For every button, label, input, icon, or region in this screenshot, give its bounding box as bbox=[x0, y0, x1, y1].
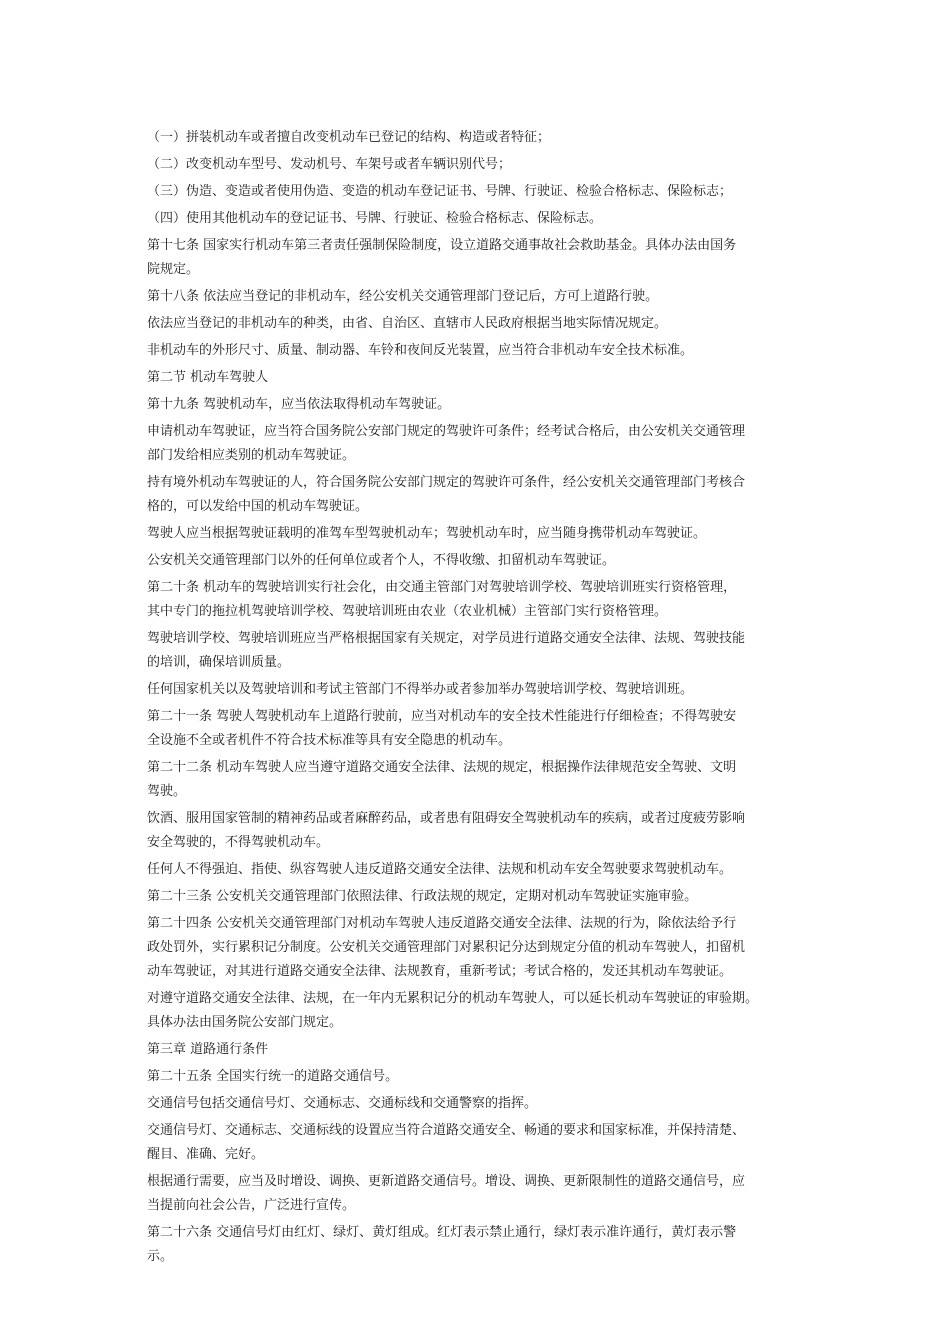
paragraph-line: 第十九条 驾驶机动车，应当依法取得机动车驾驶证。 bbox=[147, 397, 451, 412]
paragraph-line: （二）改变机动车型号、发动机号、车架号或者车辆识别代号； bbox=[147, 157, 512, 172]
paragraph-line: （一）拼装机动车或者擅自改变机动车已登记的结构、构造或者特征； bbox=[147, 130, 551, 145]
paragraph-line: 驾驶培训学校、驾驶培训班应当严格根据国家有关规定，对学员进行道路交通安全法律、法规、驾驶技能 bbox=[147, 631, 746, 646]
paragraph-line: 依法应当登记的非机动车的种类，由省、自治区、直辖市人民政府根据当地实际情况规定。 bbox=[147, 316, 668, 331]
paragraph-line: 任何国家机关以及驾驶培训和考试主管部门不得举办或者参加举办驾驶培训学校、驾驶培训班。 bbox=[147, 682, 694, 697]
paragraph-line: 部门发给相应类别的机动车驾驶证。 bbox=[147, 448, 356, 463]
paragraph-line: 第二十一条 驾驶人驾驶机动车上道路行驶前，应当对机动车的安全技术性能进行仔细检查；不得驾驶安 bbox=[147, 709, 737, 724]
document-paragraph bbox=[147, 180, 827, 204]
paragraph-line: 交通信号包括交通信号灯、交通标志、交通标线和交通警察的指挥。 bbox=[147, 1096, 538, 1111]
document-paragraph bbox=[147, 420, 827, 468]
paragraph-line: 第二十三条 公安机关交通管理部门依照法律、行政法规的规定，定期对机动车驾驶证实施审验。 bbox=[147, 889, 698, 904]
paragraph-line: 当提前向社会公告，广泛进行宣传。 bbox=[147, 1198, 356, 1213]
paragraph-line: 交通信号灯、交通标志、交通标线的设置应当符合道路交通安全、畅通的要求和国家标准，并保持清楚、 bbox=[147, 1123, 746, 1138]
document-paragraph bbox=[147, 1092, 827, 1116]
paragraph-line: 院规定。 bbox=[147, 262, 200, 277]
document-paragraph bbox=[147, 153, 827, 177]
paragraph-line: 第二十六条 交通信号灯由红灯、绿灯、黄灯组成。红灯表示禁止通行，绿灯表示准许通行，黄灯表示警 bbox=[147, 1225, 737, 1240]
paragraph-line: 第二节 机动车驾驶人 bbox=[147, 370, 269, 385]
document-paragraph bbox=[147, 912, 827, 984]
paragraph-line: 第十七条 国家实行机动车第三者责任强制保险制度，设立道路交通事故社会救助基金。具体办法由国务 bbox=[147, 238, 737, 253]
document-paragraph bbox=[147, 1170, 827, 1218]
document-paragraph bbox=[147, 207, 827, 231]
paragraph-line: 第二十二条 机动车驾驶人应当遵守道路交通安全法律、法规的规定，根据操作法律规范安全驾驶、文明 bbox=[147, 760, 737, 775]
paragraph-line: 根据通行需要，应当及时增设、调换、更新道路交通信号。增设、调换、更新限制性的道路交通信号，应 bbox=[147, 1174, 746, 1189]
document-paragraph bbox=[147, 393, 827, 417]
paragraph-line: 任何人不得强迫、指使、纵容驾驶人违反道路交通安全法律、法规和机动车安全驾驶要求驾驶机动车。 bbox=[147, 862, 733, 877]
paragraph-line: 第二十条 机动车的驾驶培训实行社会化，由交通主管部门对驾驶培训学校、驾驶培训班实行资格管理， bbox=[147, 580, 737, 595]
document-paragraph bbox=[147, 285, 827, 309]
paragraph-line: 非机动车的外形尺寸、质量、制动器、车铃和夜间反光装置，应当符合非机动车安全技术标准。 bbox=[147, 343, 694, 358]
paragraph-line: 驾驶人应当根据驾驶证载明的准驾车型驾驶机动车；驾驶机动车时，应当随身携带机动车驾驶证。 bbox=[147, 526, 707, 541]
paragraph-line: 驾驶。 bbox=[147, 784, 187, 799]
document-paragraph bbox=[147, 549, 827, 573]
document-paragraph bbox=[147, 705, 827, 753]
document-paragraph bbox=[147, 576, 827, 624]
document-paragraph bbox=[147, 1038, 827, 1062]
paragraph-line: 第二十五条 全国实行统一的道路交通信号。 bbox=[147, 1069, 399, 1084]
document-paragraph bbox=[147, 678, 827, 702]
document-paragraph bbox=[147, 234, 827, 282]
document-paragraph bbox=[147, 1065, 827, 1089]
paragraph-line: 安全驾驶的，不得驾驶机动车。 bbox=[147, 835, 330, 850]
paragraph-line: 全设施不全或者机件不符合技术标准等具有安全隐患的机动车。 bbox=[147, 733, 512, 748]
document-paragraph bbox=[147, 471, 827, 519]
document-paragraph bbox=[147, 807, 827, 855]
paragraph-line: 醒目、准确、完好。 bbox=[147, 1147, 265, 1162]
paragraph-line: 公安机关交通管理部门以外的任何单位或者个人，不得收缴、扣留机动车驾驶证。 bbox=[147, 553, 616, 568]
paragraph-line: 申请机动车驾驶证，应当符合国务院公安部门规定的驾驶许可条件；经考试合格后，由公安机关交通管理 bbox=[147, 424, 746, 439]
document-paragraph bbox=[147, 756, 827, 804]
paragraph-line: 动车驾驶证，对其进行道路交通安全法律、法规教育，重新考试；考试合格的，发还其机动车驾驶证。 bbox=[147, 964, 733, 979]
paragraph-line: 的培训，确保培训质量。 bbox=[147, 655, 291, 670]
paragraph-line: 政处罚外，实行累积记分制度。公安机关交通管理部门对累积记分达到规定分值的机动车驾驶人，扣留机 bbox=[147, 940, 746, 955]
document-paragraph bbox=[147, 1119, 827, 1167]
paragraph-line: 对遵守道路交通安全法律、法规，在一年内无累积记分的机动车驾驶人，可以延长机动车驾驶证的审验期。 bbox=[147, 991, 759, 1006]
paragraph-line: 格的，可以发给中国的机动车驾驶证。 bbox=[147, 499, 369, 514]
document-paragraph bbox=[147, 627, 827, 675]
paragraph-line: 第十八条 依法应当登记的非机动车，经公安机关交通管理部门登记后，方可上道路行驶。 bbox=[147, 289, 659, 304]
document-paragraph bbox=[147, 885, 827, 909]
document-paragraph bbox=[147, 366, 827, 390]
document-paragraph bbox=[147, 312, 827, 336]
document-paragraph bbox=[147, 987, 827, 1035]
paragraph-line: 示。 bbox=[147, 1249, 174, 1264]
paragraph-line: 其中专门的拖拉机驾驶培训学校、驾驶培训班由农业（农业机械）主管部门实行资格管理。 bbox=[147, 604, 668, 619]
paragraph-line: 饮酒、服用国家管制的精神药品或者麻醉药品，或者患有阻碍安全驾驶机动车的疾病，或者过度疲劳影响 bbox=[147, 811, 746, 826]
paragraph-line: 具体办法由国务院公安部门规定。 bbox=[147, 1015, 343, 1030]
paragraph-line: 第三章 道路通行条件 bbox=[147, 1042, 269, 1057]
document-paragraph bbox=[147, 1221, 827, 1269]
document-paragraph bbox=[147, 522, 827, 546]
document-body bbox=[147, 126, 827, 1272]
document-paragraph bbox=[147, 339, 827, 363]
document-paragraph bbox=[147, 858, 827, 882]
document-paragraph bbox=[147, 126, 827, 150]
paragraph-line: （四）使用其他机动车的登记证书、号牌、行驶证、检验合格标志、保险标志。 bbox=[147, 211, 603, 226]
paragraph-line: 第二十四条 公安机关交通管理部门对机动车驾驶人违反道路交通安全法律、法规的行为，除依法给予行 bbox=[147, 916, 737, 931]
paragraph-line: （三）伪造、变造或者使用伪造、变造的机动车登记证书、号牌、行驶证、检验合格标志、保险标志； bbox=[147, 184, 733, 199]
paragraph-line: 持有境外机动车驾驶证的人，符合国务院公安部门规定的驾驶许可条件，经公安机关交通管理部门考核合 bbox=[147, 475, 746, 490]
